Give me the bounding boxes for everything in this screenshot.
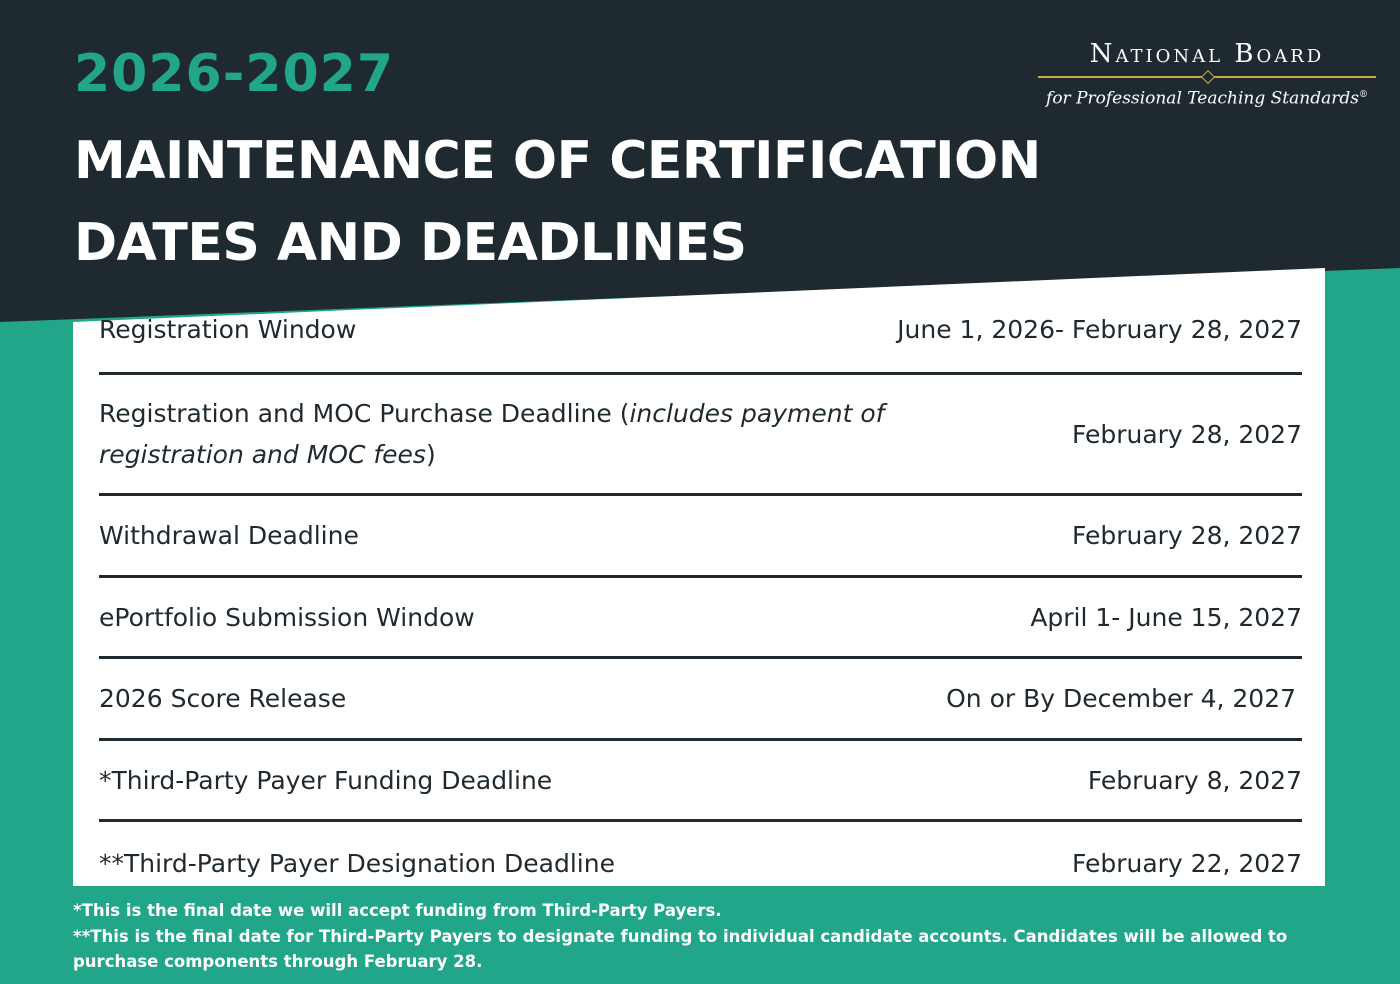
registered-mark: ® <box>1358 90 1368 100</box>
logo-divider <box>1038 72 1376 82</box>
footnote-2: **This is the final date for Third-Party Payers to designate funding to individual candidate accounts. Candidates will be allowed to purchase components through February 28. <box>73 926 1288 971</box>
table-row <box>99 375 1302 496</box>
row-date: February 28, 2027 <box>1071 521 1302 550</box>
row-date: April 1- June 15, 2027 <box>1030 602 1302 632</box>
table-row <box>99 578 1302 659</box>
row-label: *Third-Party Payer Funding Deadline <box>99 765 553 795</box>
page-title-line-1: MAINTENANCE OF CERTIFICATION <box>74 131 1041 191</box>
row-label: Registration Window <box>99 314 357 344</box>
logo-name: National Board <box>1089 39 1325 69</box>
diamond-icon <box>1201 70 1215 84</box>
footnote-1: *This is the final date we will accept funding from Third-Party Payers. <box>73 901 722 920</box>
row-label-end: ) <box>425 440 436 469</box>
row-label: 2026 Score Release <box>99 684 347 713</box>
table-row <box>99 741 1302 822</box>
national-board-logo <box>1032 36 1382 112</box>
page-title <box>74 120 1074 284</box>
table-row <box>99 822 1302 904</box>
row-date: June 1, 2026- February 28, 2027 <box>897 314 1302 344</box>
row-label: **Third-Party Payer Designation Deadline <box>99 848 615 878</box>
row-date: On or By December 4, 2027 <box>946 684 1296 713</box>
table-row <box>99 659 1302 741</box>
row-date: February 28, 2027 <box>1071 419 1302 449</box>
row-label <box>99 393 919 475</box>
row-label-italic: includes payment of registration and MOC fees <box>99 399 885 469</box>
year-heading: 2026-2027 <box>74 44 395 104</box>
row-label-text: Registration and MOC Purchase Deadline ( <box>99 399 630 428</box>
table-row <box>99 496 1302 578</box>
dates-table <box>99 292 1302 904</box>
row-date: February 22, 2027 <box>1071 848 1302 878</box>
logo-tagline <box>1032 82 1382 112</box>
row-date: February 8, 2027 <box>1087 765 1302 795</box>
row-label: Withdrawal Deadline <box>99 521 359 550</box>
footnotes <box>73 898 1333 975</box>
logo-tagline-text: for Professional Teaching Standards <box>1046 88 1359 109</box>
page-title-line-2: DATES AND DEADLINES <box>74 213 747 273</box>
row-label: ePortfolio Submission Window <box>99 602 475 632</box>
table-row <box>99 292 1302 375</box>
